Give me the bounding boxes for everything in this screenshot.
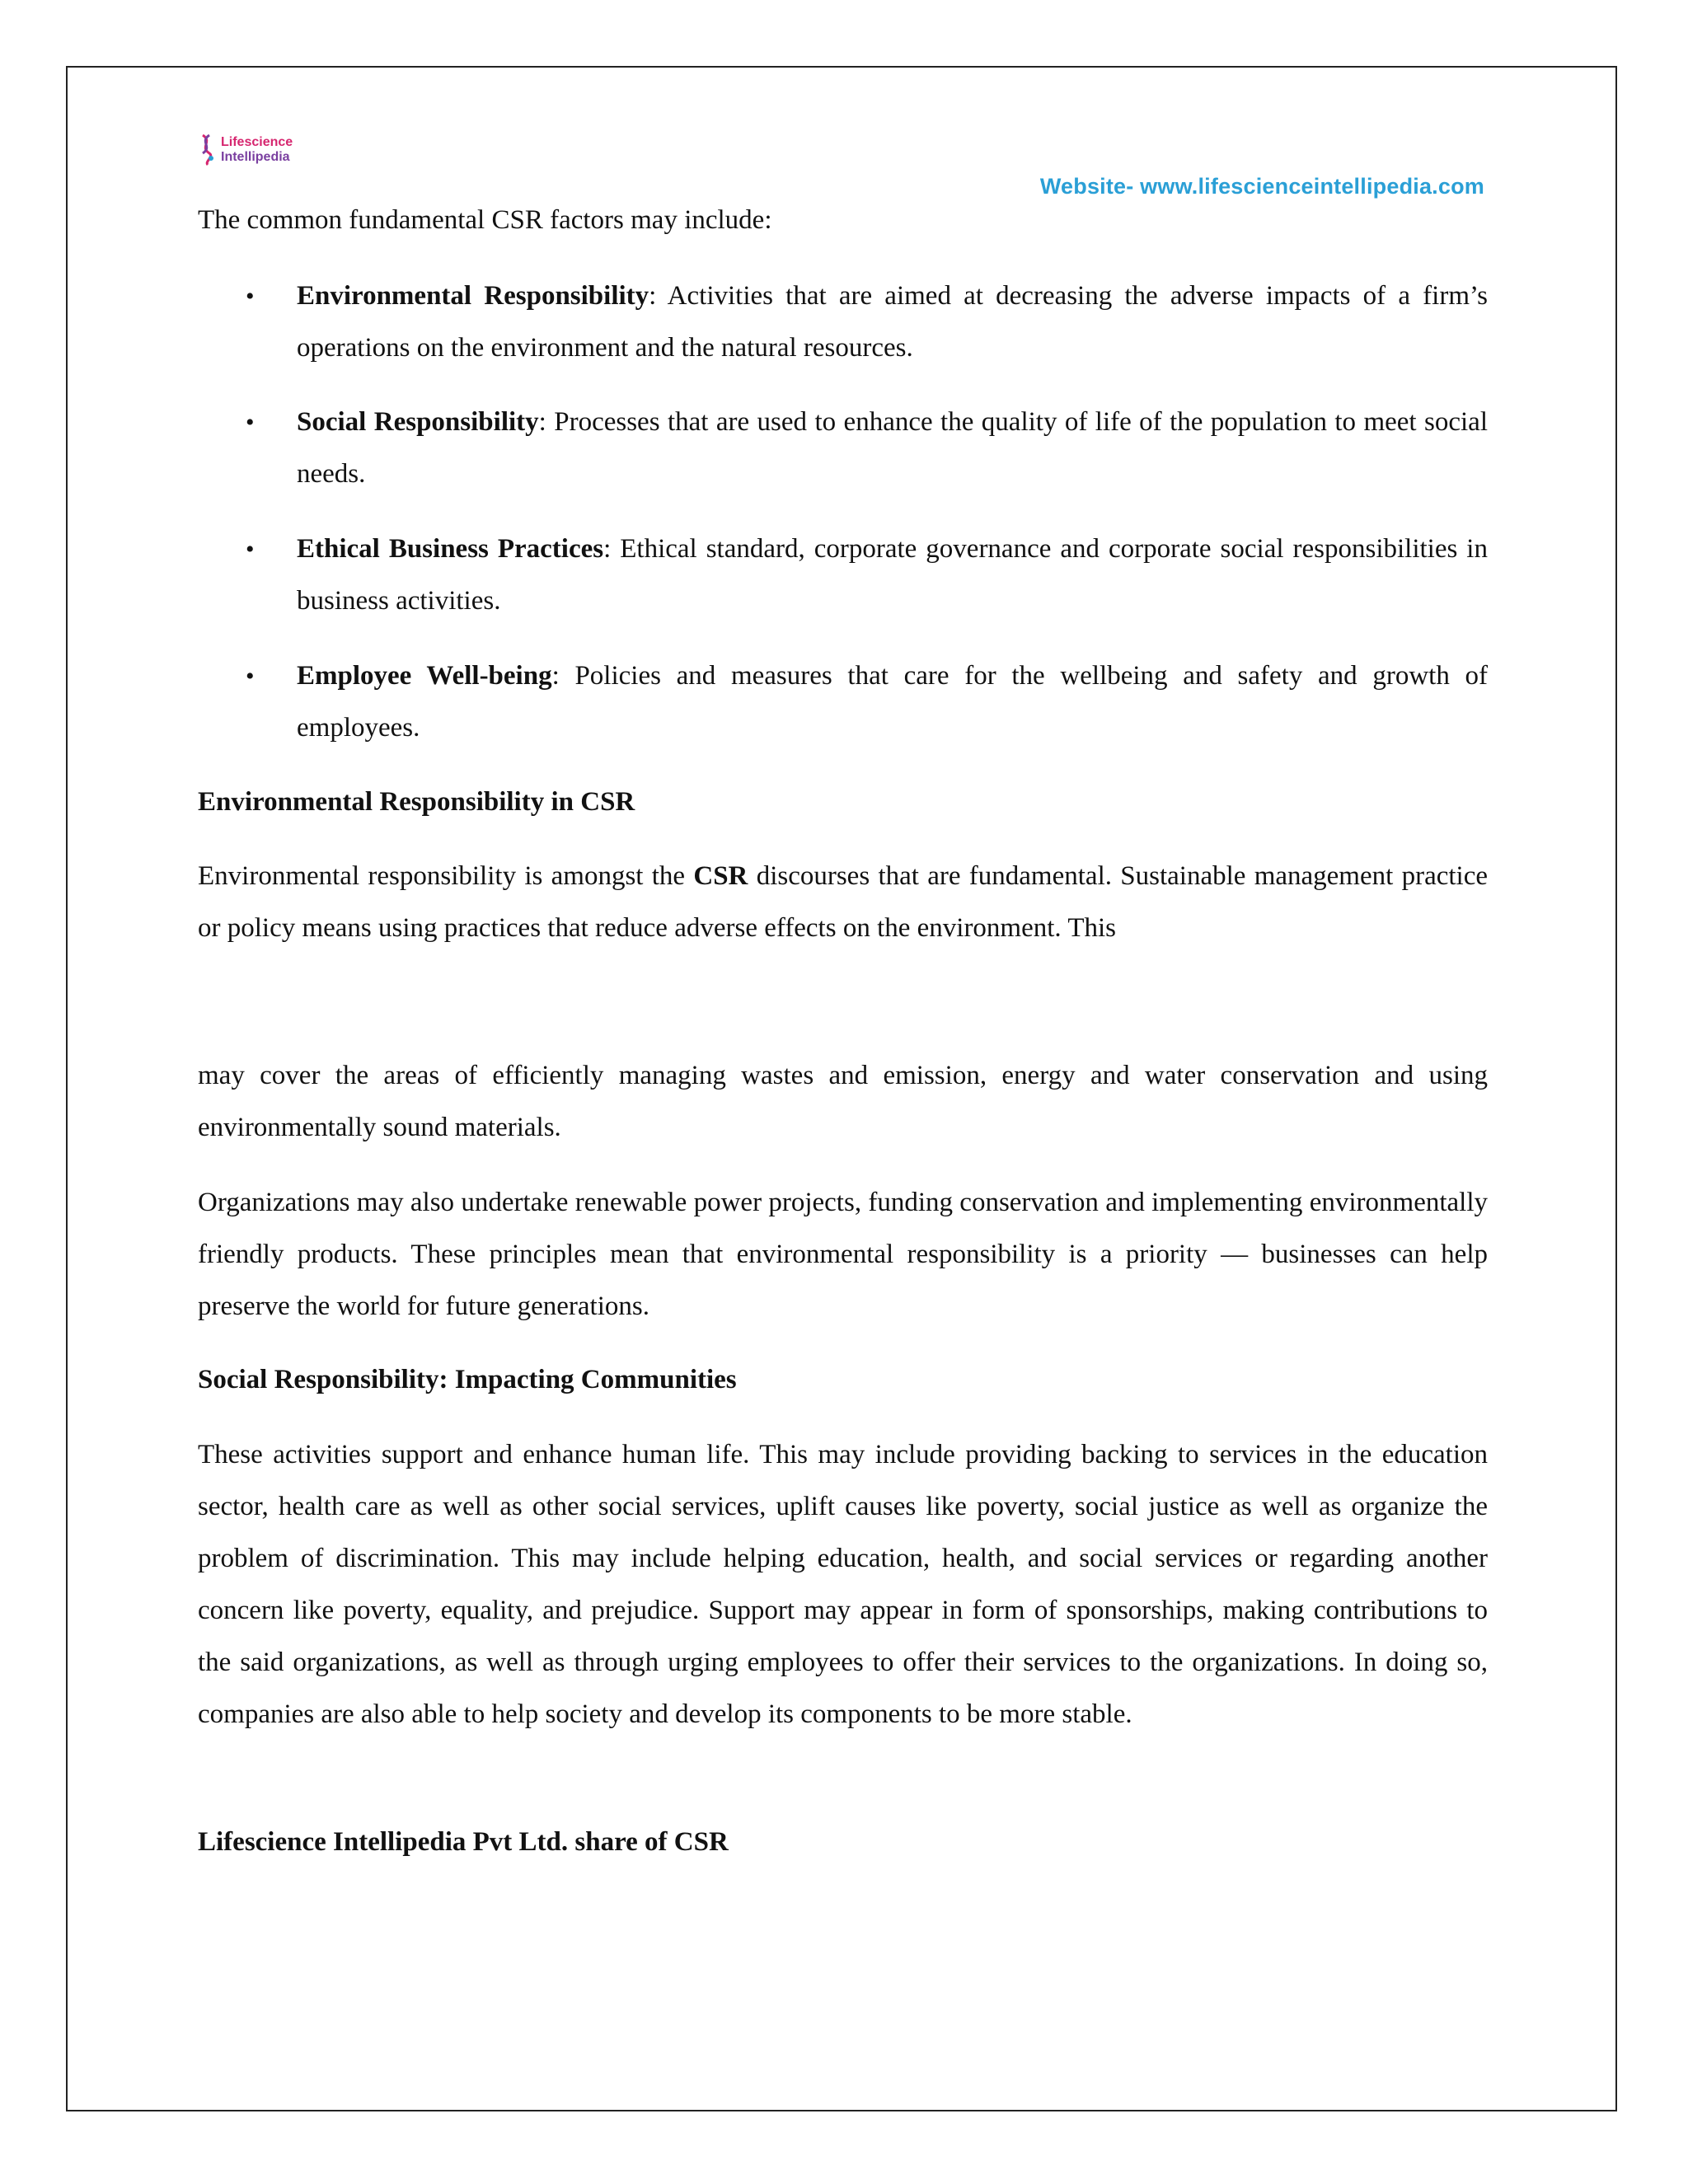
- logo-line2: Intellipedia: [221, 150, 290, 164]
- bullet-term: Ethical Business Practices: [297, 534, 604, 564]
- bullet-dot-icon: •: [246, 536, 255, 563]
- bullet-dot-icon: •: [246, 409, 255, 436]
- csr-term: CSR: [693, 861, 748, 891]
- environmental-paragraph-2: may cover the areas of efficiently managing wastes and emission, energy and water conservation and using environmentally sound materials.: [198, 1061, 1488, 1142]
- bullet-description: : Ethical standard, corporate governance and corporate social responsibilities in business activities.: [297, 534, 1488, 616]
- bullet-description: : Activities that are aimed at decreasing the adverse impacts of a firm’s operations on the environment and the natural resources.: [297, 281, 1488, 363]
- bullet-description: : Processes that are used to enhance the quality of life of the population to meet social needs.: [297, 407, 1488, 489]
- website-link[interactable]: Website- www.lifescienceintellipedia.com: [1039, 174, 1484, 199]
- bullet-dot-icon: •: [246, 663, 255, 690]
- environmental-paragraph-1: [198, 851, 1488, 954]
- section-heading-environmental: Environmental Responsibility in CSR: [198, 787, 635, 817]
- text-run: discourses that are fundamental. Sustainable management practice or policy means using practices that reduce adverse effects on the environment. This: [198, 861, 1488, 943]
- section-heading-social: Social Responsibility: Impacting Communities: [198, 1365, 737, 1394]
- bullet-text: [297, 523, 1488, 627]
- bullet-text: [297, 650, 1488, 754]
- bullet-term: Employee Well-being: [297, 661, 552, 691]
- bullet-term: Social Responsibility: [297, 407, 539, 437]
- bullet-text: [297, 396, 1488, 500]
- social-paragraph: These activities support and enhance human life. This may include providing backing to services in the education sector, health care as well as other social services, uplift causes like poverty, social justice as well as organize the problem of discrimination. This may include helping education, health, and social services or regarding another concern like poverty, equality, and prejudice. Support may appear in form of sponsorships, making contributions to the said organizations, as well as through urging employees to offer their services to the organizations. In doing so, companies are also able to help society and develop its components to be more stable.: [198, 1440, 1488, 1729]
- bullet-text: [297, 270, 1488, 374]
- dna-logo-icon: [198, 134, 216, 166]
- environmental-paragraph-3: Organizations may also undertake renewable power projects, funding conservation and implementing environmentally friendly products. These principles mean that environmental responsibility is a priority — businesses can help preserve the world for future generations.: [198, 1188, 1488, 1321]
- company-logo: [198, 132, 293, 168]
- section-heading-company-csr: Lifescience Intellipedia Pvt Ltd. share of CSR: [198, 1827, 729, 1857]
- bullet-description: : Policies and measures that care for the wellbeing and safety and growth of employees.: [297, 661, 1489, 743]
- text-run: Environmental responsibility is amongst the: [198, 861, 694, 891]
- bullet-dot-icon: •: [246, 283, 255, 310]
- logo-text: [221, 135, 293, 165]
- bullet-term: Environmental Responsibility: [297, 281, 649, 311]
- logo-line1: Lifescience: [221, 135, 293, 149]
- intro-paragraph: The common fundamental CSR factors may include:: [198, 205, 772, 235]
